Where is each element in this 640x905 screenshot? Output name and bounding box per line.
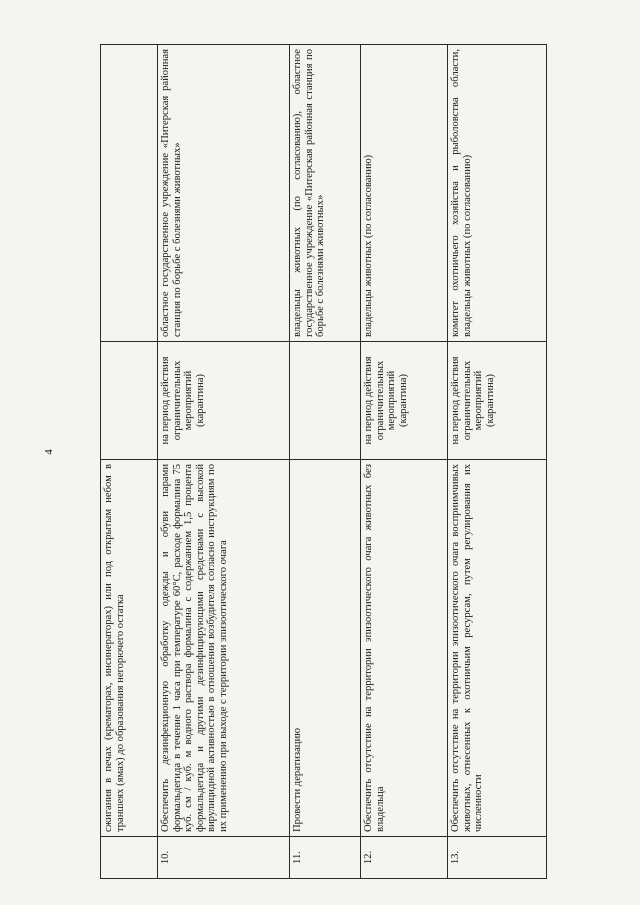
table-row [361, 45, 448, 879]
measures-table [100, 44, 547, 879]
action-cell: Обеспечить отсутствие на территории эпизоотического очага животных без владельца [361, 460, 448, 837]
action-cell: Обеспечить отсутствие на территории эпизоотического очага восприимчивых животных, отнесенных к охотничьим ресурсам, путем регулирования их численности [448, 460, 547, 837]
term-cell [101, 342, 158, 460]
row-number [101, 837, 158, 879]
row-number: 10. [158, 837, 290, 879]
responsible-cell [101, 45, 158, 342]
page-number: 4 [42, 449, 55, 455]
table-row [448, 45, 547, 879]
term-cell: на период действия ограничительных мероприятий (карантина) [448, 342, 547, 460]
action-cell: сжигания в печах (крематорах, инсинераторах) или под открытым небом в траншеях (ямах) до образования негорючего остатка [101, 460, 158, 837]
rotated-table-wrapper [100, 45, 546, 879]
table-row [158, 45, 290, 879]
action-cell: Обеспечить дезинфекционную обработку одежды и обуви парами формальдегида в течение 1 часа при температуре 60°С, расходе формалина 75 куб. см / куб. м водного раствора формалина с содержанием 1,5 процента формальдегида и другими дезинфицирующими средствами с высокой вирулицидной активностью в отношении возбудителя согласно инструкциям по их применению при выходе с территории эпизоотического очага [158, 460, 290, 837]
responsible-cell: комитет охотничьего хозяйства и рыболовства области, владельцы животных (по согласованию) [448, 45, 547, 342]
responsible-cell: областное государственное учреждение «Питерская районная станция по борьбе с болезнями животных» [158, 45, 290, 342]
responsible-cell: владельцы животных (по согласованию) [361, 45, 448, 342]
row-number: 11. [290, 837, 361, 879]
row-number: 13. [448, 837, 547, 879]
term-cell: на период действия ограничительных мероприятий (карантина) [361, 342, 448, 460]
row-number: 12. [361, 837, 448, 879]
action-cell: Провести дератизацию [290, 460, 361, 837]
responsible-cell: владельцы животных (по согласованию), областное государственное учреждение «Питерская районная станция по борьбе с болезнями животных» [290, 45, 361, 342]
term-cell: на период действия ограничительных мероприятий (карантина) [158, 342, 290, 460]
term-cell [290, 342, 361, 460]
table-row [101, 45, 158, 879]
table-row [290, 45, 361, 879]
